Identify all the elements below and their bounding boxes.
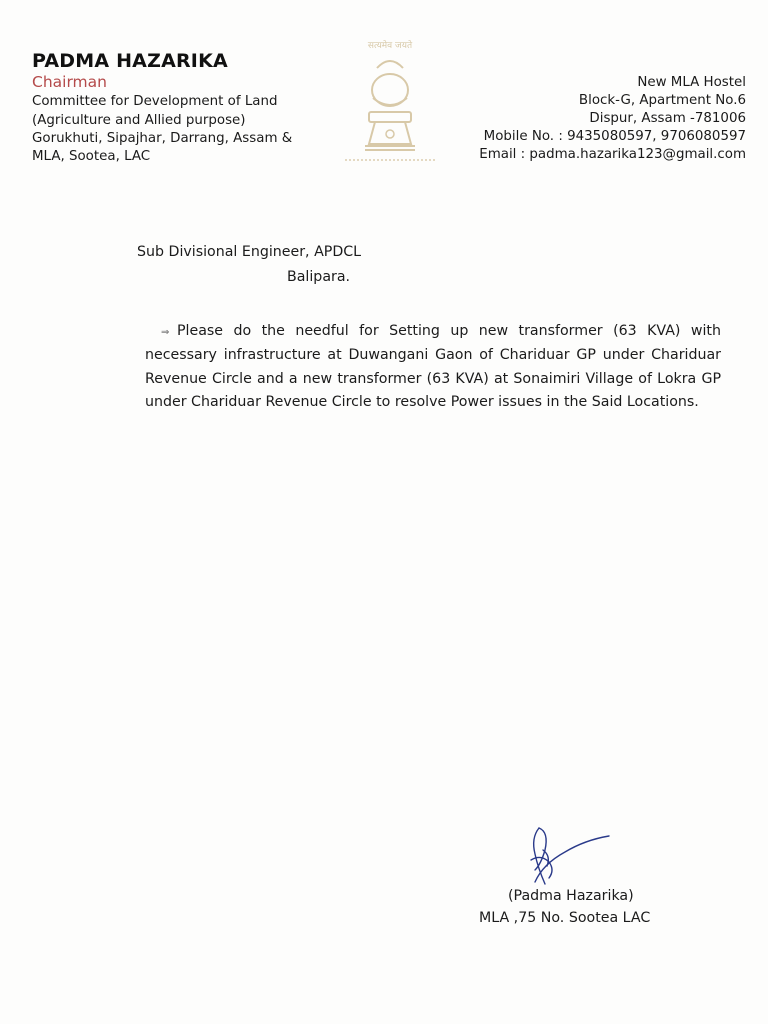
handwritten-signature <box>525 820 615 892</box>
letterhead-right-line-5: Email : padma.hazarika123@gmail.com <box>479 147 746 162</box>
letterhead-right-line-1: New MLA Hostel <box>637 75 746 90</box>
letter-body <box>145 320 721 414</box>
letterhead-right-line-2: Block-G, Apartment No.6 <box>578 93 746 108</box>
addressee-line-2: Balipara. <box>287 269 351 285</box>
letter-body-text: Please do the needful for Setting up new transformer (63 KVA) with necessary infrastructure at Duwangani Gaon of Chariduar GP under Chariduar Revenue Circle and a new transformer (63 KVA) at Sonaimiri Village of Lokra GP under Chariduar Revenue Circle to resolve Power issues in the Said Locations. <box>145 323 721 410</box>
letterhead-left-line-4: MLA, Sootea, LAC <box>32 149 151 164</box>
letterhead-designation: Chairman <box>32 73 107 91</box>
signatory-title: MLA ,75 No. Sootea LAC <box>479 910 651 926</box>
letterhead-name: PADMA HAZARIKA <box>32 50 228 72</box>
signatory-name: (Padma Hazarika) <box>508 888 634 904</box>
emblem-top-text: सत्यमेव जयते <box>367 41 413 51</box>
national-emblem-icon <box>335 38 445 166</box>
addressee-line-1: Sub Divisional Engineer, APDCL <box>137 244 362 260</box>
letterhead-right-line-4: Mobile No. : 9435080597, 9706080597 <box>483 129 746 144</box>
bullet-arrow-icon: ⇒ <box>161 327 170 338</box>
letterhead-left-line-3: Gorukhuti, Sipajhar, Darrang, Assam & <box>32 131 293 146</box>
letterhead-right-line-3: Dispur, Assam -781006 <box>589 111 746 126</box>
letterhead-left-line-1: Committee for Development of Land <box>32 94 278 109</box>
letterhead-left-line-2: (Agriculture and Allied purpose) <box>32 113 246 128</box>
